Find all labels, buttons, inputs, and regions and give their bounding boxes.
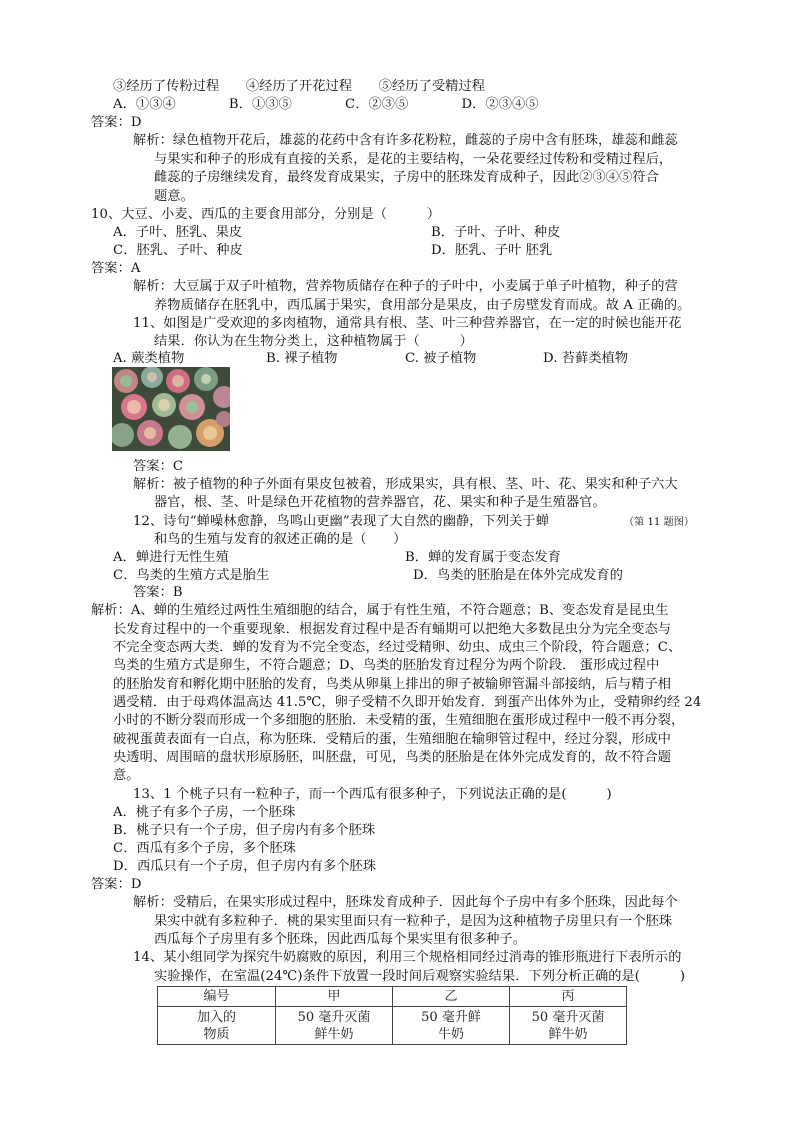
cell-line: 50 毫升鲜 — [421, 1009, 481, 1025]
q13-answer: 答案：D — [91, 877, 142, 892]
q13-explanation-3: 西瓜每个子房里有多个胚珠，因此西瓜每个果实里有很多种子。 — [154, 932, 527, 947]
table-cell-bing — [510, 1007, 627, 1045]
q11-question-2: 结果．你认为在生物分类上，这种植物属于（ ） — [154, 334, 473, 349]
q12-option-c: C．鸟类的生殖方式是胎生 — [113, 568, 270, 583]
q11-option-a: A. 蕨类植物 — [113, 351, 185, 366]
q10-option-b: B．子叶、子叶、种皮 — [431, 225, 561, 240]
q12-explanation-6: 遇受精．由于母鸡体温高达 41.5℃，卵子受精不久即开始发育．到蛋产出体外为止，受精卵约经 24 — [113, 695, 702, 710]
cell-line: 牛奶 — [437, 1026, 464, 1042]
cell-line: 50 毫升灭菌 — [297, 1009, 371, 1025]
q10-option-a: A．子叶、胚乳、果皮 — [113, 225, 243, 240]
q13-option-d: D．西瓜只有一个子房，但子房内有多个胚珠 — [113, 859, 377, 874]
row-label-line: 物质 — [203, 1026, 230, 1042]
q13-option-b: B．桃子只有一个子房，但子房内有多个胚珠 — [113, 823, 376, 838]
q12-explanation-8: 破视蛋黄表面有一白点，称为胚珠．受精后的蛋，生殖细胞在输卵管过程中，经过分裂，形成中 — [113, 732, 672, 747]
q9-explanation-3: 雌蕊的子房继续发育，最终发育成果实，子房中的胚珠发育成种子，因此②③④⑤符合 — [154, 170, 659, 185]
q9-explanation-4: 题意。 — [154, 189, 194, 204]
q12-answer: 答案：B — [133, 585, 183, 600]
q13-option-c: C．西瓜有多个子房，多个胚珠 — [113, 841, 296, 856]
q11-option-b: B. 裸子植物 — [266, 351, 338, 366]
q9-choices: A．①③④ B．①③⑤ C．②③⑤ D．②③④⑤ — [113, 97, 539, 112]
q12-question-2: 和鸟的生殖与发育的叙述正确的是（ ） — [154, 532, 407, 547]
q9-explanation-1: 解析：绿色植物开花后，雄蕊的花药中含有许多花粉粒，雌蕊的子房中含有胚珠，雄蕊和雌蕊 — [133, 133, 678, 148]
q10-option-c: C．胚乳、子叶、种皮 — [113, 243, 243, 258]
q9-answer: 答案：D — [91, 115, 142, 130]
q11-question-1: 11、如图是广受欢迎的多肉植物，通常具有根、茎、叶三种营养器官，在一定的时候也能开花 — [133, 316, 682, 331]
cell-line: 鲜牛奶 — [314, 1026, 354, 1042]
q11-option-c: C. 被子植物 — [405, 351, 477, 366]
q12-explanation-5: 的胚胎发育和孵化期中胚胎的发育，鸟类从卵巢上排出的卵子被输卵管漏斗部接纳，后与精子相 — [113, 677, 672, 692]
q10-option-d: D．胚乳、子叶 胚乳 — [431, 243, 553, 258]
q10-explanation-2: 养物质储存在胚乳中，西瓜属于果实，食用部分是果皮，由子房壁发育而成。故 A 正确的。 — [154, 298, 691, 313]
table-header-cell: 编号 — [158, 987, 276, 1007]
table-header-cell: 甲 — [276, 987, 393, 1007]
q12-explanation-3: 不完全变态两大类．蝉的发育为不完全变态，经过受精卵、幼虫、成虫三个阶段，符合题意；C、 — [113, 640, 682, 655]
q12-option-a: A．蝉进行无性生殖 — [113, 550, 229, 565]
q12-explanation-9: 央透明、周围暗的盘状形原肠胚，叫胚盘，可见，鸟类的胚胎是在体外完成发育的，故不符合题 — [113, 750, 672, 765]
succulent-icon — [112, 367, 230, 451]
q10-question: 10、大豆、小麦、西瓜的主要食用部分，分别是（ ） — [91, 207, 441, 222]
table-header-cell: 丙 — [510, 987, 627, 1007]
q14-question-1: 14、某小组同学为探究牛奶腐败的原因，利用三个规格相同经过消毒的锥形瓶进行下表所示的 — [133, 950, 682, 965]
q13-question: 13、1 个桃子只有一粒种子，而一个西瓜有很多种子，下列说法正确的是( ) — [133, 787, 612, 802]
table-cell-jia — [276, 1007, 393, 1045]
q12-option-b: B．蝉的发育属于变态发育 — [405, 550, 561, 565]
figure-caption: （第 11 题图） — [624, 517, 694, 528]
q11-explanation-1: 解析：被子植物的种子外面有果皮包被着，形成果实，具有根、茎、叶、花、果实和种子六大 — [133, 477, 678, 492]
table-row-label — [158, 1007, 276, 1045]
q13-option-a: A．桃子有多个子房，一个胚珠 — [113, 805, 296, 820]
q9-explanation-2: 与果实和种子的形成有直接的关系，是花的主要结构，一朵花要经过传粉和受精过程后， — [154, 152, 673, 167]
q14-question-2: 实验操作，在室温(24℃)条件下放置一段时间后观察实验结果．下列分析正确的是( ) — [154, 969, 686, 984]
table-header-cell: 乙 — [393, 987, 510, 1007]
row-label-line: 加入的 — [196, 1009, 236, 1025]
succulent-plants-photo — [112, 367, 230, 451]
q12-explanation-7: 小时的不断分裂而形成一个多细胞的胚胎．未受精的蛋，生殖细胞在蛋形成过程中一般不再分裂， — [113, 713, 685, 728]
q10-answer: 答案：A — [91, 261, 141, 276]
q13-explanation-2: 果实中就有多粒种子．桃的果实里面只有一粒种子，是因为这种植物子房里只有一个胚珠 — [154, 914, 673, 929]
q9-options-cont: ③经历了传粉过程 ④经历了开花过程 ⑤经历了受精过程 — [113, 79, 486, 94]
q13-explanation-1: 解析：受精后，在果实形成过程中，胚珠发育成种子．因此每个子房中有多个胚珠，因此每个 — [133, 895, 678, 910]
cell-line: 50 毫升灭菌 — [531, 1009, 605, 1025]
q11-explanation-2: 器官，根、茎、叶是绿色开花植物的营养器官，花、果实和种子是生殖器官。 — [154, 495, 606, 510]
q12-explanation-10: 意。 — [113, 768, 140, 783]
cell-line: 鲜牛奶 — [548, 1026, 588, 1042]
q11-answer: 答案：C — [133, 459, 184, 474]
q12-explanation-2: 长发育过程中的一个重要现象．根据发育过程中是否有蛹期可以把绝大多数昆虫分为完全变态与 — [113, 622, 672, 637]
q12-option-d: D．鸟类的胚胎是在体外完成发育的 — [413, 568, 623, 583]
q12-explanation-1: 解析：A、蝉的生殖经过两性生殖细胞的结合，属于有性生殖，不符合题意；B、变态发育是昆虫生 — [91, 603, 669, 618]
q10-explanation-1: 解析：大豆属于双子叶植物，营养物质储存在种子的子叶中，小麦属于单子叶植物，种子的营 — [133, 279, 678, 294]
q12-explanation-4: 鸟类的生殖方式是卵生，不符合题意；D、鸟类的胚胎发育过程分为两个阶段． 蛋形成过程中 — [113, 658, 660, 673]
table-header-row — [158, 987, 627, 1007]
q11-option-d: D. 苔藓类植物 — [543, 351, 629, 366]
table-cell-yi — [393, 1007, 510, 1045]
q12-question-1: 12、诗句“蝉噪林愈静，鸟鸣山更幽”表现了大自然的幽静，下列关于蝉 — [133, 514, 549, 529]
experiment-table — [157, 986, 627, 1045]
table-row — [158, 1007, 627, 1045]
